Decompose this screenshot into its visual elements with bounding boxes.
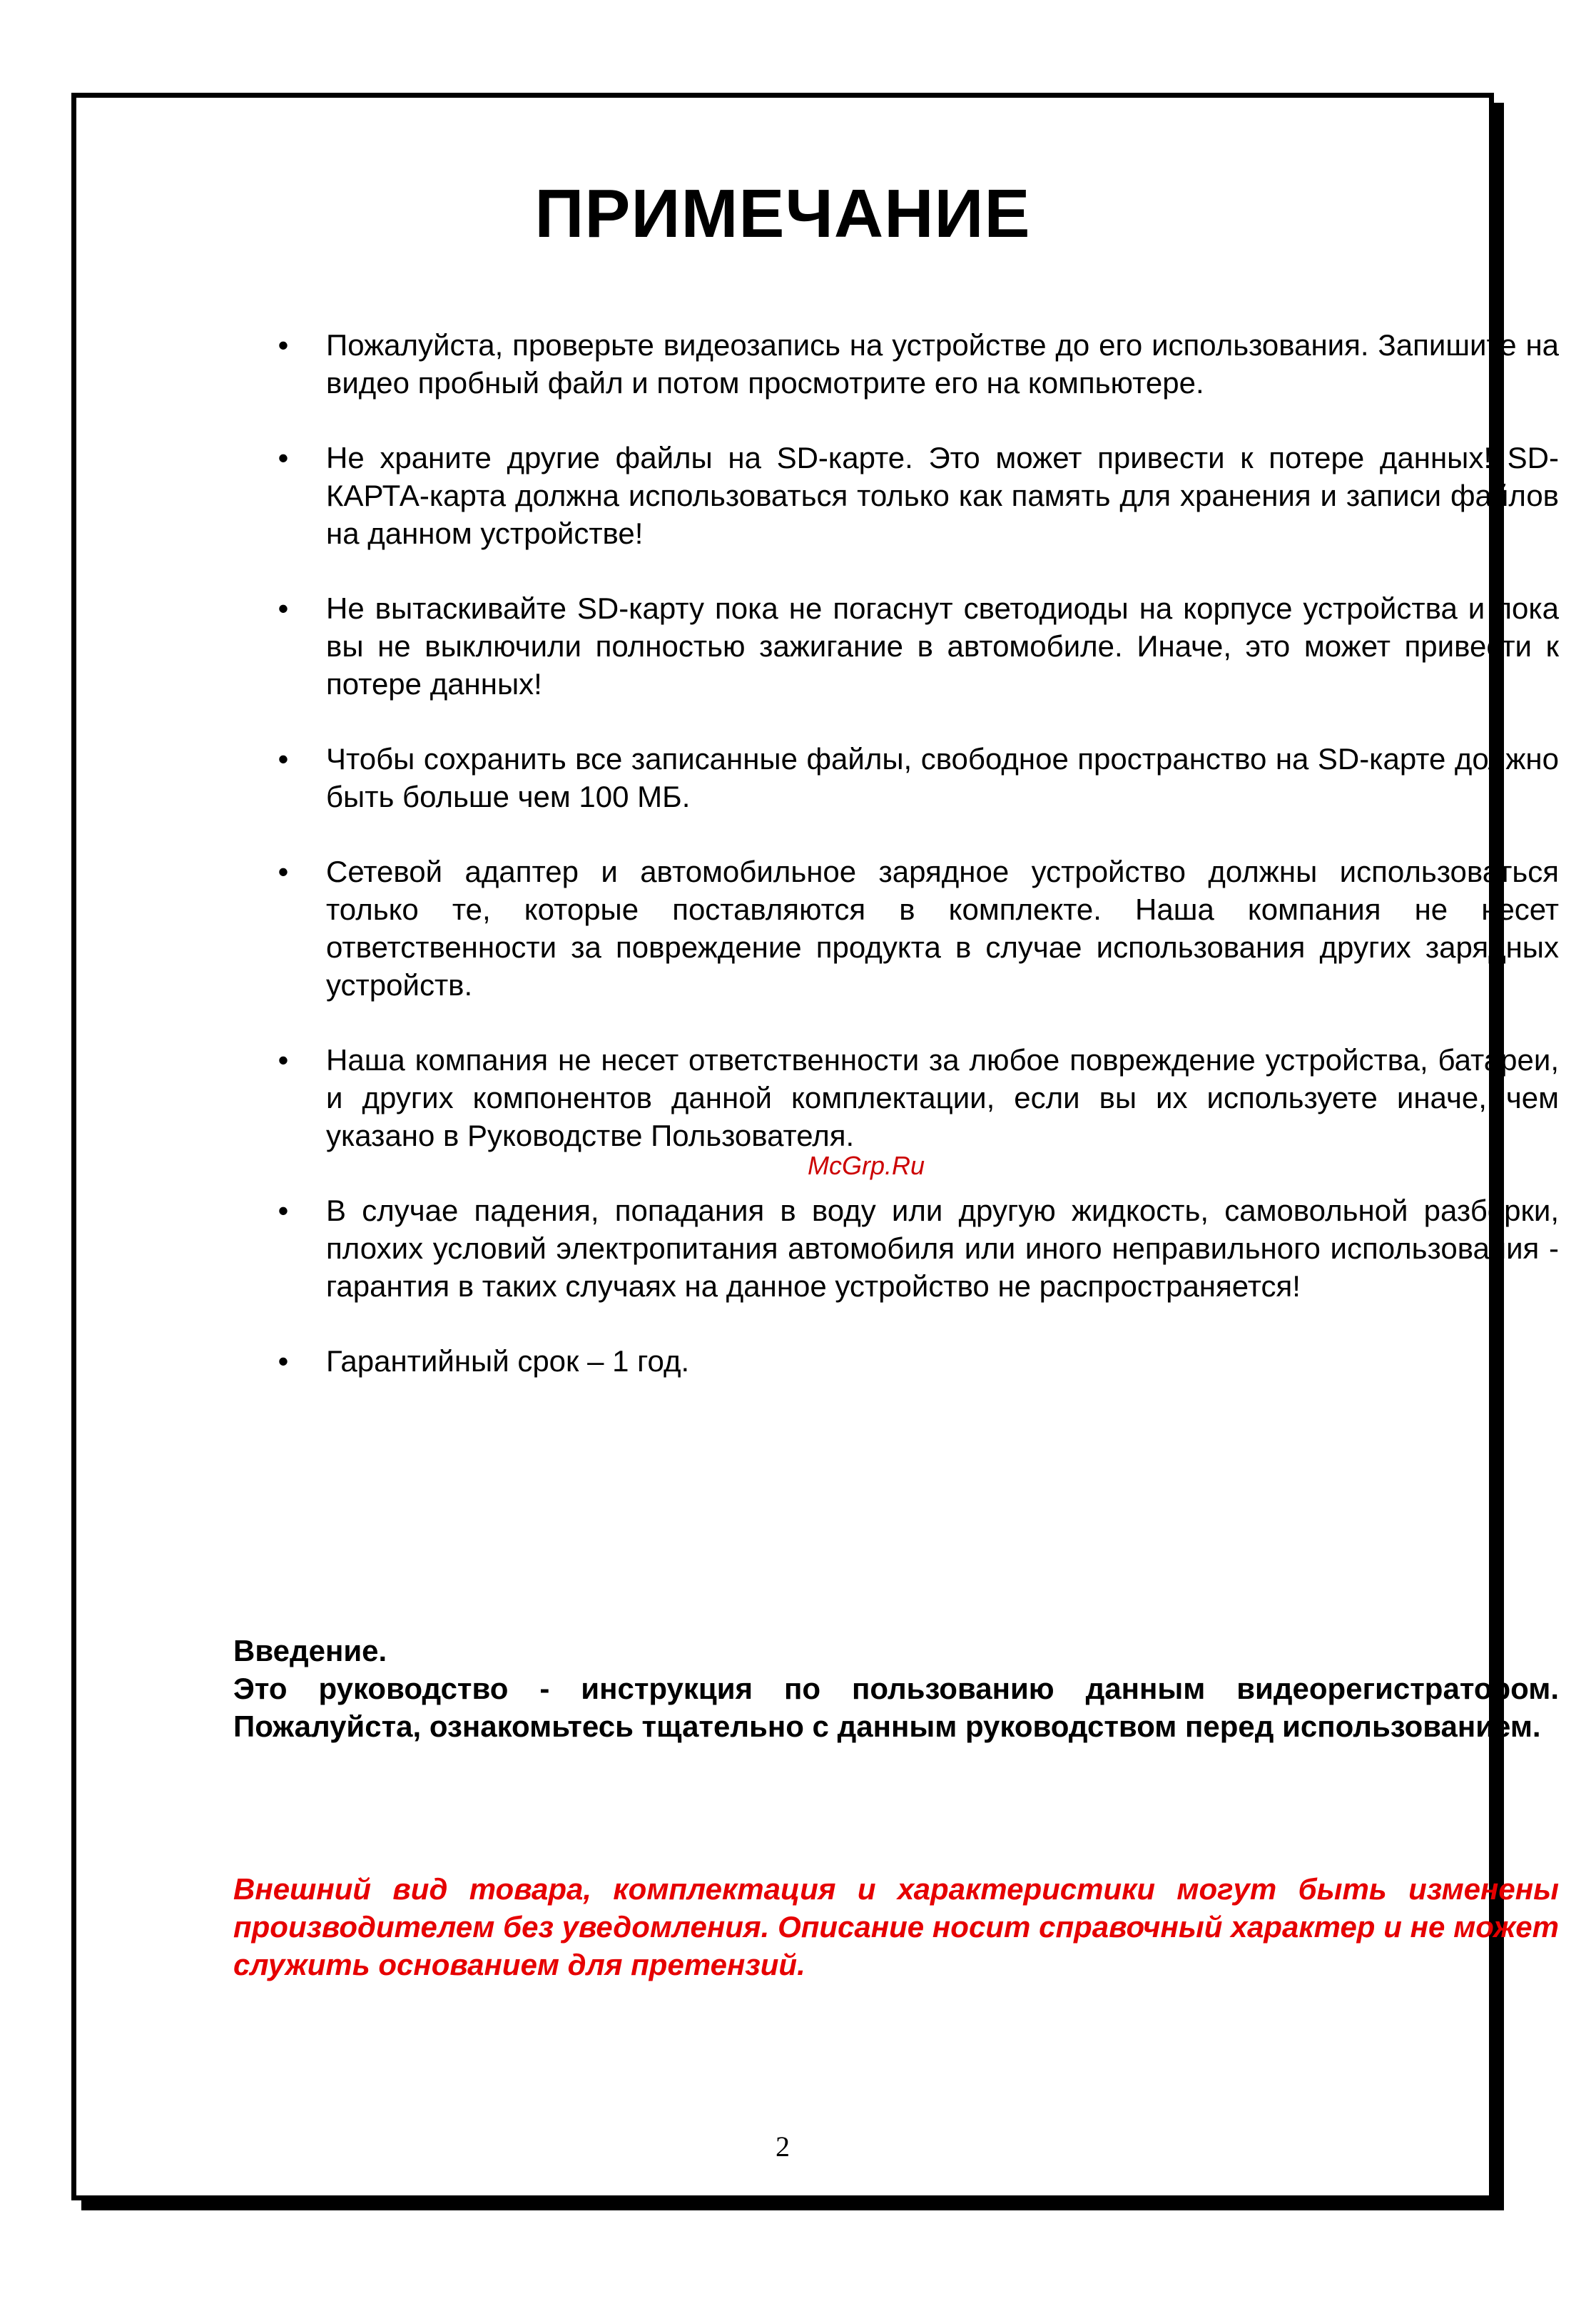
bullet-icon: •: [278, 855, 289, 888]
note-text: Наша компания не несет ответственности за любое повреждение устройства, батареи, и других компонентов данной комплектации, если вы их используете иначе, чем указано в Руководстве Пользователя.: [326, 1043, 1559, 1152]
bullet-icon: •: [278, 591, 289, 625]
bullet-icon: •: [278, 1043, 289, 1077]
notes-list: [269, 326, 1559, 1417]
note-text: Чтобы сохранить все записанные файлы, свободное пространство на SD-карте должно быть больше чем 100 МБ.: [326, 742, 1559, 813]
disclaimer-text: Внешний вид товара, комплектация и характеристики могут быть изменены производителем без уведомления. Описание носит справочный характер и не может служить основанием для претензий.: [233, 1872, 1559, 1981]
bullet-icon: •: [278, 742, 289, 776]
bullet-icon: •: [278, 1344, 289, 1378]
note-item: [269, 326, 1559, 402]
intro-heading: Введение.: [233, 1634, 387, 1667]
note-text: Гарантийный срок – 1 год.: [326, 1344, 690, 1378]
page-title: ПРИМЕЧАНИЕ: [534, 176, 1031, 252]
note-text: В случае падения, попадания в воду или другую жидкость, самовольной разборки, плохих условий электропитания автомобиля или иного неправильного использования - гарантия в таких случаях на данное устройство не распространяется!: [326, 1194, 1559, 1303]
note-item: [269, 439, 1559, 552]
intro-body: Это руководство - инструкция по пользованию данным видеорегистратором. Пожалуйста, ознакомьтесь тщательно с данным руководством перед использованием.: [233, 1672, 1559, 1743]
bullet-icon: •: [278, 328, 289, 362]
note-item: [269, 1041, 1559, 1154]
note-item: [269, 589, 1559, 703]
bullet-icon: •: [278, 1194, 289, 1227]
note-text: Сетевой адаптер и автомобильное зарядное устройство должны использоваться только те, которые поставляются в комплекте. Наша компания не несет ответственности за повреждение продукта в случае использования других зарядных устройств.: [326, 855, 1559, 1002]
page-number: 2: [776, 2130, 790, 2163]
note-text: Не вытаскивайте SD-карту пока не погаснут светодиоды на корпусе устройства и пока вы не выключили полностью зажигание в автомобиле. Иначе, это может привести к потере данных!: [326, 591, 1559, 701]
page-frame: [71, 93, 1559, 2200]
note-text: Не храните другие файлы на SD-карте. Это может привести к потере данных! SD-КАРТА-карта должна использоваться только как память для хранения и записи файлов на данном устройстве!: [326, 441, 1559, 550]
note-item: [269, 1192, 1559, 1305]
note-text: Пожалуйста, проверьте видеозапись на устройстве до его использования. Запишите на видео пробный файл и потом просмотрите его на компьютере.: [326, 328, 1559, 400]
note-item: [269, 1342, 1559, 1380]
note-item: [269, 740, 1559, 816]
bullet-icon: •: [278, 441, 289, 474]
intro-section: [233, 1632, 1559, 1745]
watermark: McGrp.Ru: [808, 1151, 925, 1180]
note-item: [269, 853, 1559, 1004]
